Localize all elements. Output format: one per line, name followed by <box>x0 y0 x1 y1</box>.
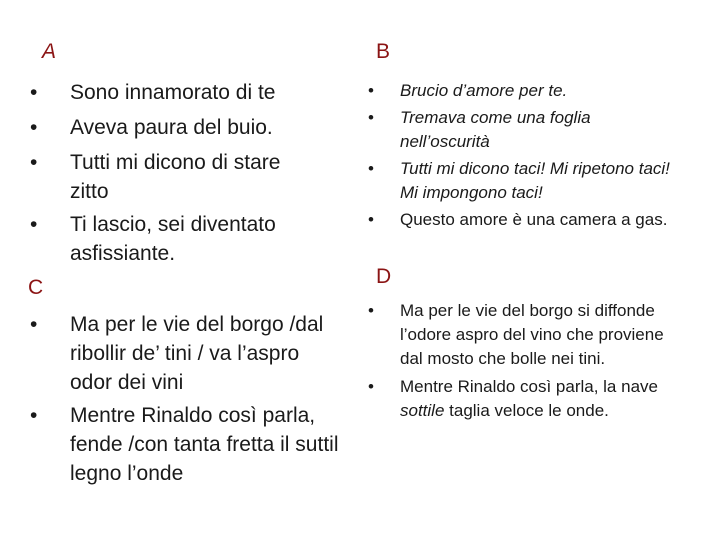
list-item: • Ma per le vie del borgo /dal ribollir de’ tini / va l’aspro odor dei vini <box>28 310 348 397</box>
list-item: • Ti lascio, sei diventato asfissiante. <box>28 210 348 268</box>
bullet-icon: • <box>368 108 374 127</box>
section-c-list <box>28 310 348 494</box>
bullet-icon: • <box>368 301 374 320</box>
bullet-icon: • <box>30 151 38 174</box>
bullet-icon: • <box>368 377 374 396</box>
list-item: • Brucio d’amore per te. <box>362 79 692 103</box>
list-item: • Sono innamorato di te <box>28 78 348 107</box>
bullet-icon: • <box>30 81 38 104</box>
bullet-icon: • <box>30 116 38 139</box>
list-item: • Aveva paura del buio. <box>28 113 348 142</box>
section-a-heading: A <box>42 40 57 63</box>
section-d-list <box>362 299 692 426</box>
list-item: • Tutti mi dicono taci! Mi ripetono taci! Mi impongono taci! <box>368 159 670 202</box>
list-item: • Mentre Rinaldo così parla, fende /con tanta fretta il suttil legno l’onde <box>28 401 348 488</box>
bullet-icon: • <box>368 210 374 229</box>
bullet-icon: • <box>30 213 38 236</box>
list-item: • Mentre Rinaldo così parla, la nave sottile taglia veloce le onde. <box>368 377 658 420</box>
section-a-list <box>28 78 348 274</box>
section-d-heading: D <box>376 265 392 288</box>
list-item: • Tremava come una foglia nell’oscurità <box>368 108 591 151</box>
list-item: • Questo amore è una camera a gas. <box>362 208 692 232</box>
emphasized-word: sottile <box>400 401 445 420</box>
bullet-icon: • <box>30 404 38 427</box>
bullet-icon: • <box>368 159 374 178</box>
list-item: • Ma per le vie del borgo si diffonde l’odore aspro del vino che proviene dal mosto che bolle nei tini. <box>368 301 664 368</box>
bullet-icon: • <box>30 313 38 336</box>
section-c-heading: C <box>28 276 44 299</box>
section-b-heading: B <box>376 40 391 63</box>
bullet-icon: • <box>368 81 374 100</box>
section-b-list <box>362 79 692 235</box>
list-item: • Tutti mi dicono di stare zitto <box>28 148 348 206</box>
